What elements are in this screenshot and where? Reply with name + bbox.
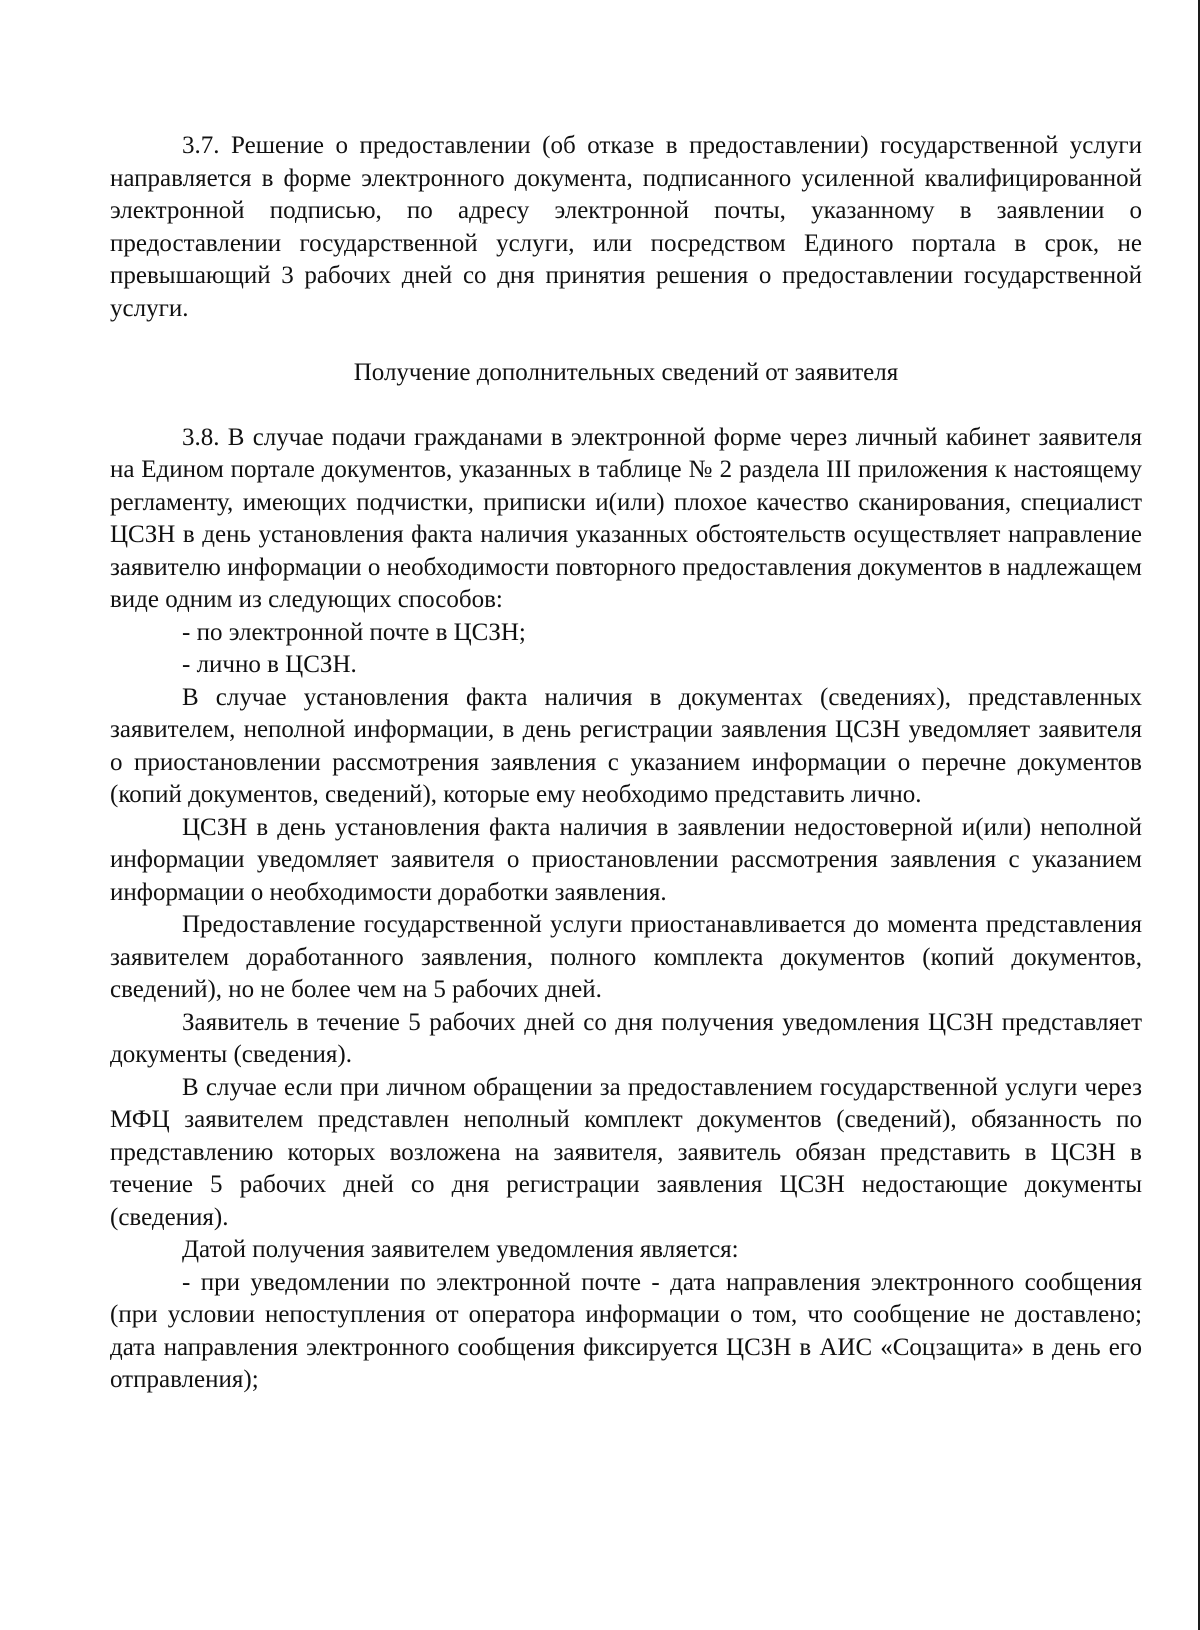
- list-item-email: - по электронной почте в ЦСЗН;: [182, 618, 526, 646]
- suspension-paragraph: Предоставление государственной услуги приостанавливается до момента представления заявителем доработанного заявления, полного комплекта документов (копий документов, сведений), но не более чем на 5 рабочих дней.: [110, 911, 1142, 1003]
- section-3-8-paragraph: 3.8. В случае подачи гражданами в электронной форме через личный кабинет заявителя на Едином портале документов, указанных в таблице № 2 раздела III приложения к настоящему регламенту, имеющих подчистки, приписки и(или) плохое качество сканирования, специалист ЦСЗН в день установления факта наличия указанных обстоятельств осуществляет направление заявителю информации о необходимости повторного предоставления документов в надлежащем виде одним из следующих способов:: [110, 423, 1142, 613]
- section-3-7-paragraph: 3.7. Решение о предоставлении (об отказе в предоставлении) государственной услуги направляется в форме электронного документа, подписанного усиленной квалифицированной электронной подписью, по адресу электронной почты, указанному в заявлении о предоставлении государственной услуги, или посредством Единого портала в срок, не превышающий 3 рабочих дней со дня принятия решения о предоставлении государственной услуги.: [110, 132, 1142, 322]
- applicant-paragraph: Заявитель в течение 5 рабочих дней со дня получения уведомления ЦСЗН представляет документы (сведения).: [110, 1008, 1142, 1068]
- incomplete-info-paragraph: В случае установления факта наличия в документах (сведениях), представленных заявителем, неполной информации, в день регистрации заявления ЦСЗН уведомляет заявителя о приостановлении рассмотрения заявления с указанием информации о перечне документов (копий документов, сведений), которые ему необходимо представить лично.: [110, 683, 1142, 808]
- unreliable-info-paragraph: ЦСЗН в день установления факта наличия в заявлении недостоверной и(или) неполной информации уведомляет заявителя о приостановлении рассмотрения заявления с указанием информации о необходимости доработки заявления.: [110, 813, 1142, 906]
- email-notice-paragraph: - при уведомлении по электронной почте - дата направления электронного сообщения (при условии непоступления от оператора информации о том, что сообщение не доставлено; дата направления электронного сообщения фиксируется ЦСЗН в АИС «Соцзащита» в день его отправления);: [110, 1268, 1142, 1393]
- section-heading: Получение дополнительных сведений от заявителя: [353, 359, 899, 386]
- spacer: [110, 390, 1142, 422]
- list-item-personal: - лично в ЦСЗН.: [182, 651, 357, 678]
- document-body: [110, 130, 1142, 1397]
- notice-date-paragraph: Датой получения заявителем уведомления является:: [182, 1236, 739, 1263]
- spacer: [110, 325, 1142, 357]
- mfc-paragraph: В случае если при личном обращении за предоставлением государственной услуги через МФЦ заявителем представлен неполный комплект документов (сведений), обязанность по представлению которых возложена на заявителя, заявитель обязан представить в ЦСЗН в течение 5 рабочих дней со дня регистрации заявления ЦСЗН недостающие документы (сведения).: [110, 1073, 1142, 1231]
